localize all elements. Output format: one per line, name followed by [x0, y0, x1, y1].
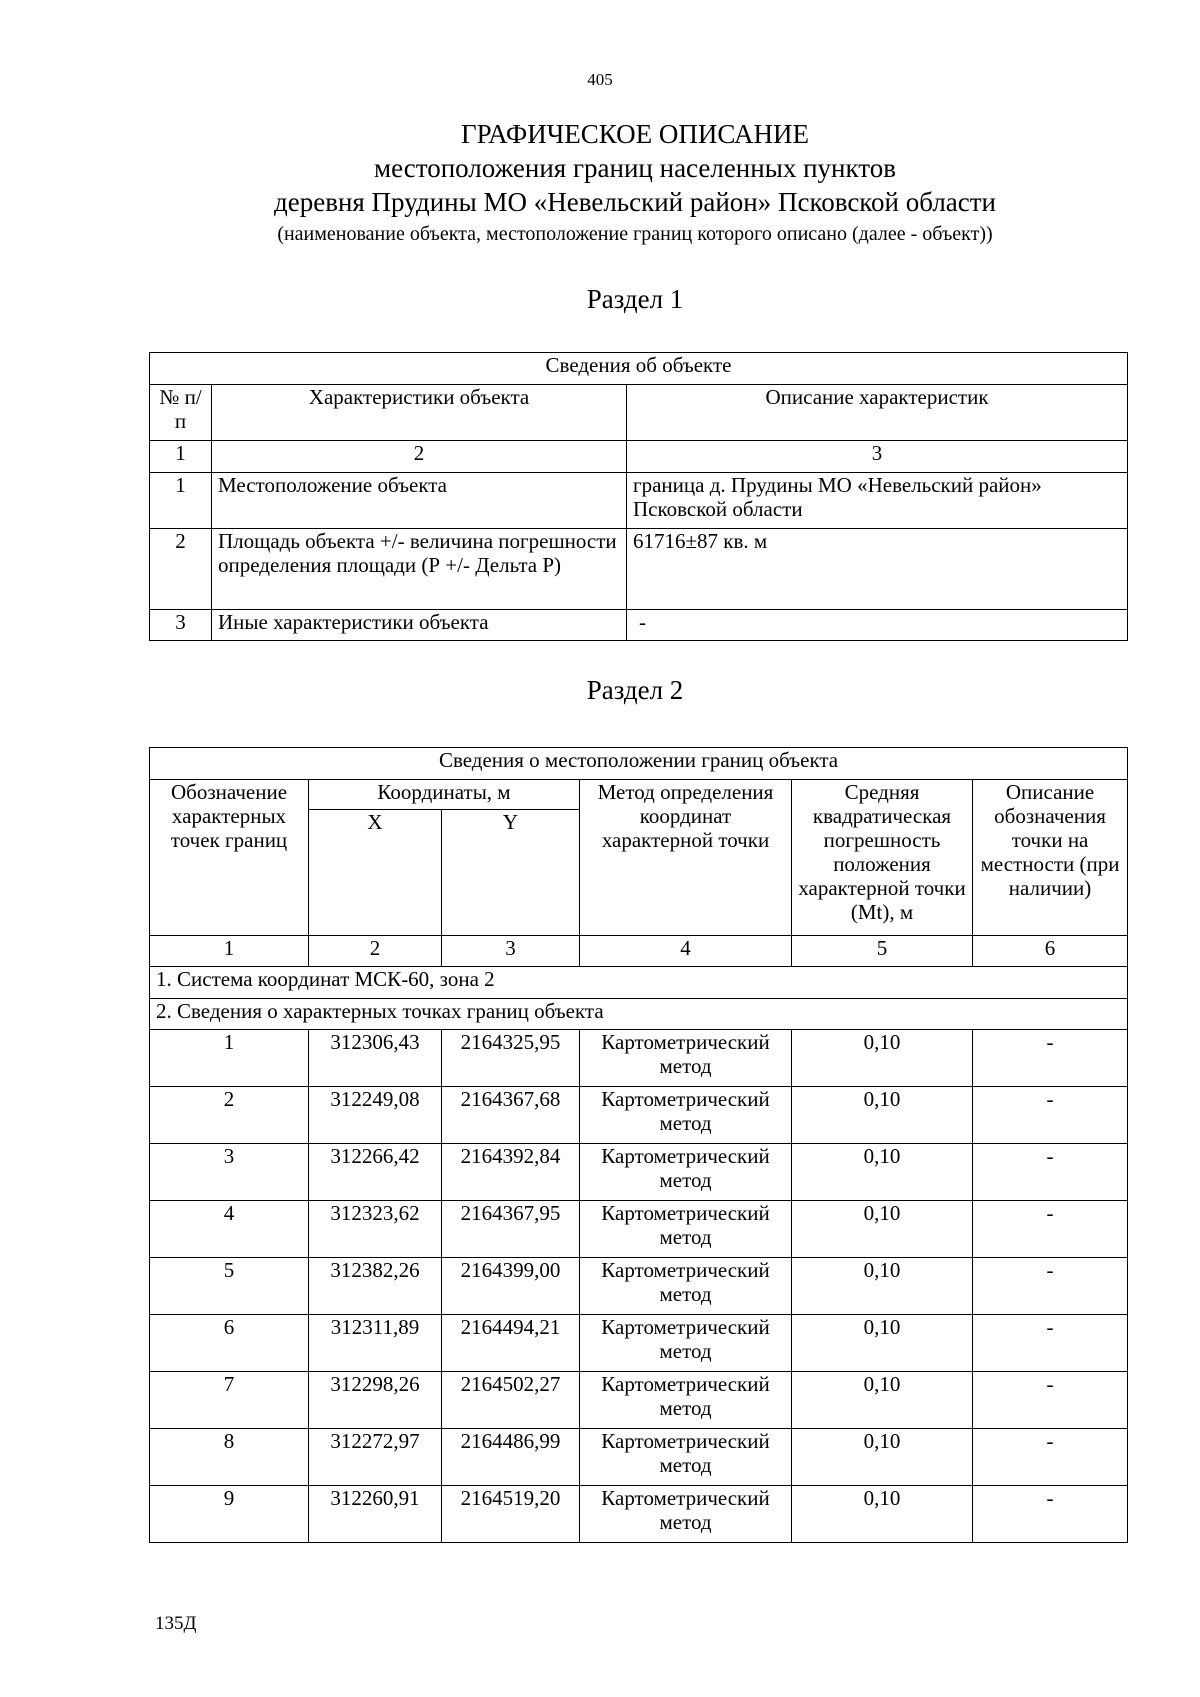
point-description: -: [973, 1486, 1128, 1543]
characteristic-description: -: [627, 610, 1128, 641]
table-row: [150, 610, 1128, 641]
coordinate-y: 2164519,20: [442, 1486, 580, 1543]
error-value: 0,10: [792, 1030, 973, 1087]
method: Картометрический метод: [580, 1486, 792, 1543]
document-subtitle-line-2: деревня Прудины МО «Невельский район» Псковской области: [273, 187, 997, 217]
table-row: [150, 1315, 1128, 1372]
error-value: 0,10: [792, 1315, 973, 1372]
table-row: [150, 1201, 1128, 1258]
coordinate-y: 2164392,84: [442, 1144, 580, 1201]
point-id: 9: [150, 1486, 309, 1543]
coordinate-y: 2164486,99: [442, 1429, 580, 1486]
point-id: 3: [150, 1144, 309, 1201]
coordinate-system-row: 1. Система координат МСК-60, зона 2: [150, 967, 1128, 999]
coordinate-x: 312260,91: [309, 1486, 442, 1543]
col-number: 6: [973, 936, 1128, 967]
col-number: 2: [309, 936, 442, 967]
method: Картометрический метод: [580, 1030, 792, 1087]
method: Картометрический метод: [580, 1315, 792, 1372]
page-number: 405: [587, 70, 613, 89]
point-id: 4: [150, 1201, 309, 1258]
table-row: [150, 473, 1128, 529]
coordinate-x: 312272,97: [309, 1429, 442, 1486]
document-caption: (наименование объекта, местоположение границ которого описано (далее - объект)): [277, 223, 993, 245]
error-value: 0,10: [792, 1201, 973, 1258]
coordinate-x: 312311,89: [309, 1315, 442, 1372]
point-description: -: [973, 1087, 1128, 1144]
characteristic-description: 61716±87 кв. м: [627, 529, 1128, 610]
table-row: [150, 1486, 1128, 1543]
coordinate-y: 2164367,95: [442, 1201, 580, 1258]
point-description: -: [973, 1201, 1128, 1258]
coordinate-x: 312306,43: [309, 1030, 442, 1087]
coordinate-x: 312382,26: [309, 1258, 442, 1315]
point-id: 6: [150, 1315, 309, 1372]
header-point-description: Описание обозначения точки на местности (при наличии): [973, 780, 1128, 936]
coordinate-x: 312266,42: [309, 1144, 442, 1201]
header-coordinates: Координаты, м: [309, 780, 580, 810]
col-number: 1: [150, 936, 309, 967]
point-description: -: [973, 1429, 1128, 1486]
header-method: Метод определения координат характерной точки: [580, 780, 792, 936]
row-number: 2: [150, 529, 212, 610]
coordinate-x: 312249,08: [309, 1087, 442, 1144]
point-id: 7: [150, 1372, 309, 1429]
col-number: 2: [212, 441, 627, 473]
characteristic-name: Иные характеристики объекта: [212, 610, 627, 641]
points-body: [150, 1030, 1128, 1543]
section-2-heading: Раздел 2: [586, 675, 684, 705]
characteristic-description: граница д. Прудины МО «Невельский район» Псковской области: [627, 473, 1128, 529]
method: Картометрический метод: [580, 1429, 792, 1486]
error-value: 0,10: [792, 1429, 973, 1486]
col-number: 4: [580, 936, 792, 967]
characteristic-name: Площадь объекта +/- величина погрешности определения площади (Р +/- Дельта Р): [212, 529, 627, 610]
method: Картометрический метод: [580, 1144, 792, 1201]
object-info-table: [149, 352, 1128, 641]
col-number: 5: [792, 936, 973, 967]
section-1-heading: Раздел 1: [586, 284, 684, 314]
document-title: ГРАФИЧЕСКОЕ ОПИСАНИЕ: [460, 119, 810, 149]
row-number: 1: [150, 473, 212, 529]
point-description: -: [973, 1315, 1128, 1372]
error-value: 0,10: [792, 1372, 973, 1429]
coordinate-y: 2164502,27: [442, 1372, 580, 1429]
table-row: [150, 1372, 1128, 1429]
coordinate-y: 2164399,00: [442, 1258, 580, 1315]
method: Картометрический метод: [580, 1372, 792, 1429]
header-num: № п/п: [150, 385, 212, 441]
row-number: 3: [150, 610, 212, 641]
method: Картометрический метод: [580, 1258, 792, 1315]
header-y: Y: [442, 810, 580, 936]
point-id: 1: [150, 1030, 309, 1087]
error-value: 0,10: [792, 1087, 973, 1144]
coordinate-y: 2164325,95: [442, 1030, 580, 1087]
table-row: [150, 1087, 1128, 1144]
table-row: [150, 1030, 1128, 1087]
method: Картометрический метод: [580, 1087, 792, 1144]
error-value: 0,10: [792, 1144, 973, 1201]
coordinate-y: 2164494,21: [442, 1315, 580, 1372]
table-row: [150, 529, 1128, 610]
error-value: 0,10: [792, 1486, 973, 1543]
coordinate-x: 312298,26: [309, 1372, 442, 1429]
header-x: X: [309, 810, 442, 936]
point-description: -: [973, 1372, 1128, 1429]
header-point: Обозначение характерных точек границ: [150, 780, 309, 936]
characteristic-name: Местоположение объекта: [212, 473, 627, 529]
boundary-points-table: [149, 747, 1128, 1543]
error-value: 0,10: [792, 1258, 973, 1315]
point-description: -: [973, 1030, 1128, 1087]
table-row: [150, 1258, 1128, 1315]
point-id: 2: [150, 1087, 309, 1144]
header-characteristics: Характеристики объекта: [212, 385, 627, 441]
coordinate-x: 312323,62: [309, 1201, 442, 1258]
footer-code: 135Д: [155, 1613, 197, 1634]
point-id: 5: [150, 1258, 309, 1315]
coordinate-y: 2164367,68: [442, 1087, 580, 1144]
boundary-points-subheader: 2. Сведения о характерных точках границ объекта: [150, 999, 1128, 1030]
table-row: [150, 1144, 1128, 1201]
point-description: -: [973, 1144, 1128, 1201]
point-id: 8: [150, 1429, 309, 1486]
header-description: Описание характеристик: [627, 385, 1128, 441]
boundary-table-title: Сведения о местоположении границ объекта: [150, 748, 1128, 780]
col-number: 3: [442, 936, 580, 967]
col-number: 3: [627, 441, 1128, 473]
document-subtitle-line-1: местоположения границ населенных пунктов: [374, 153, 896, 183]
method: Картометрический метод: [580, 1201, 792, 1258]
col-number: 1: [150, 441, 212, 473]
point-description: -: [973, 1258, 1128, 1315]
table-row: [150, 1429, 1128, 1486]
object-info-table-title: Сведения об объекте: [150, 353, 1128, 385]
header-error: Средняя квадратическая погрешность положения характерной точки (Mt), м: [792, 780, 973, 936]
